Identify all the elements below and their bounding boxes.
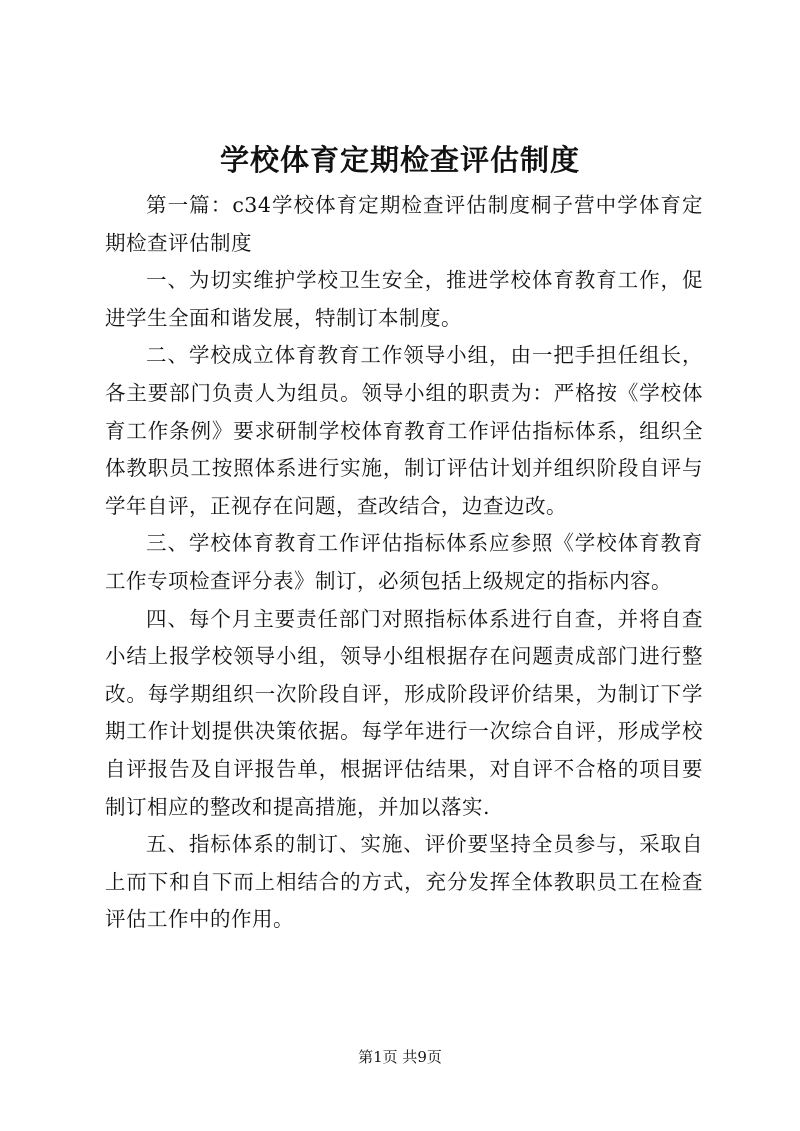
- paragraph-4: 四、每个月主要责任部门对照指标体系进行自查，并将自查小结上报学校领导小组，领导小组根据存在问题责成部门进行整改。每学期组织一次阶段自评，形成阶段评价结果，为制订下学期工作计划提供决策依据。每学年进行一次综合自评，形成学校自评报告及自评报告单，根据评估结果，对自评不合格的项目要制订相应的整改和提高措施，并加以落实.: [105, 606, 703, 819]
- paragraph-5: 五、指标体系的制订、实施、评价要坚持全员参与，采取自上而下和自下而上相结合的方式，充分发挥全体教职员工在检查评估工作中的作用。: [105, 832, 703, 932]
- paragraph-3: 三、学校体育教育工作评估指标体系应参照《学校体育教育工作专项检查评分表》制订，必须包括上级规定的指标内容。: [105, 531, 703, 593]
- document-body: [105, 187, 703, 939]
- document-title: 学校体育定期检查评估制度: [219, 143, 580, 177]
- paragraph-1: 一、为切实维护学校卫生安全，推进学校体育教育工作，促进学生全面和谐发展，特制订本制度。: [105, 268, 703, 330]
- paragraph-intro: 第一篇：c34学校体育定期检查评估制度桐子营中学体育定期检查评估制度: [105, 193, 703, 255]
- paragraph-2: 二、学校成立体育教育工作领导小组，由一把手担任组长，各主要部门负责人为组员。领导小组的职责为：严格按《学校体育工作条例》要求研制学校体育教育工作评估指标体系，组织全体教职员工按照体系进行实施，制订评估计划并组织阶段自评与学年自评，正视存在问题，查改结合，边查边改。: [105, 343, 703, 518]
- page-number-footer: 第1页 共9页: [358, 1048, 442, 1066]
